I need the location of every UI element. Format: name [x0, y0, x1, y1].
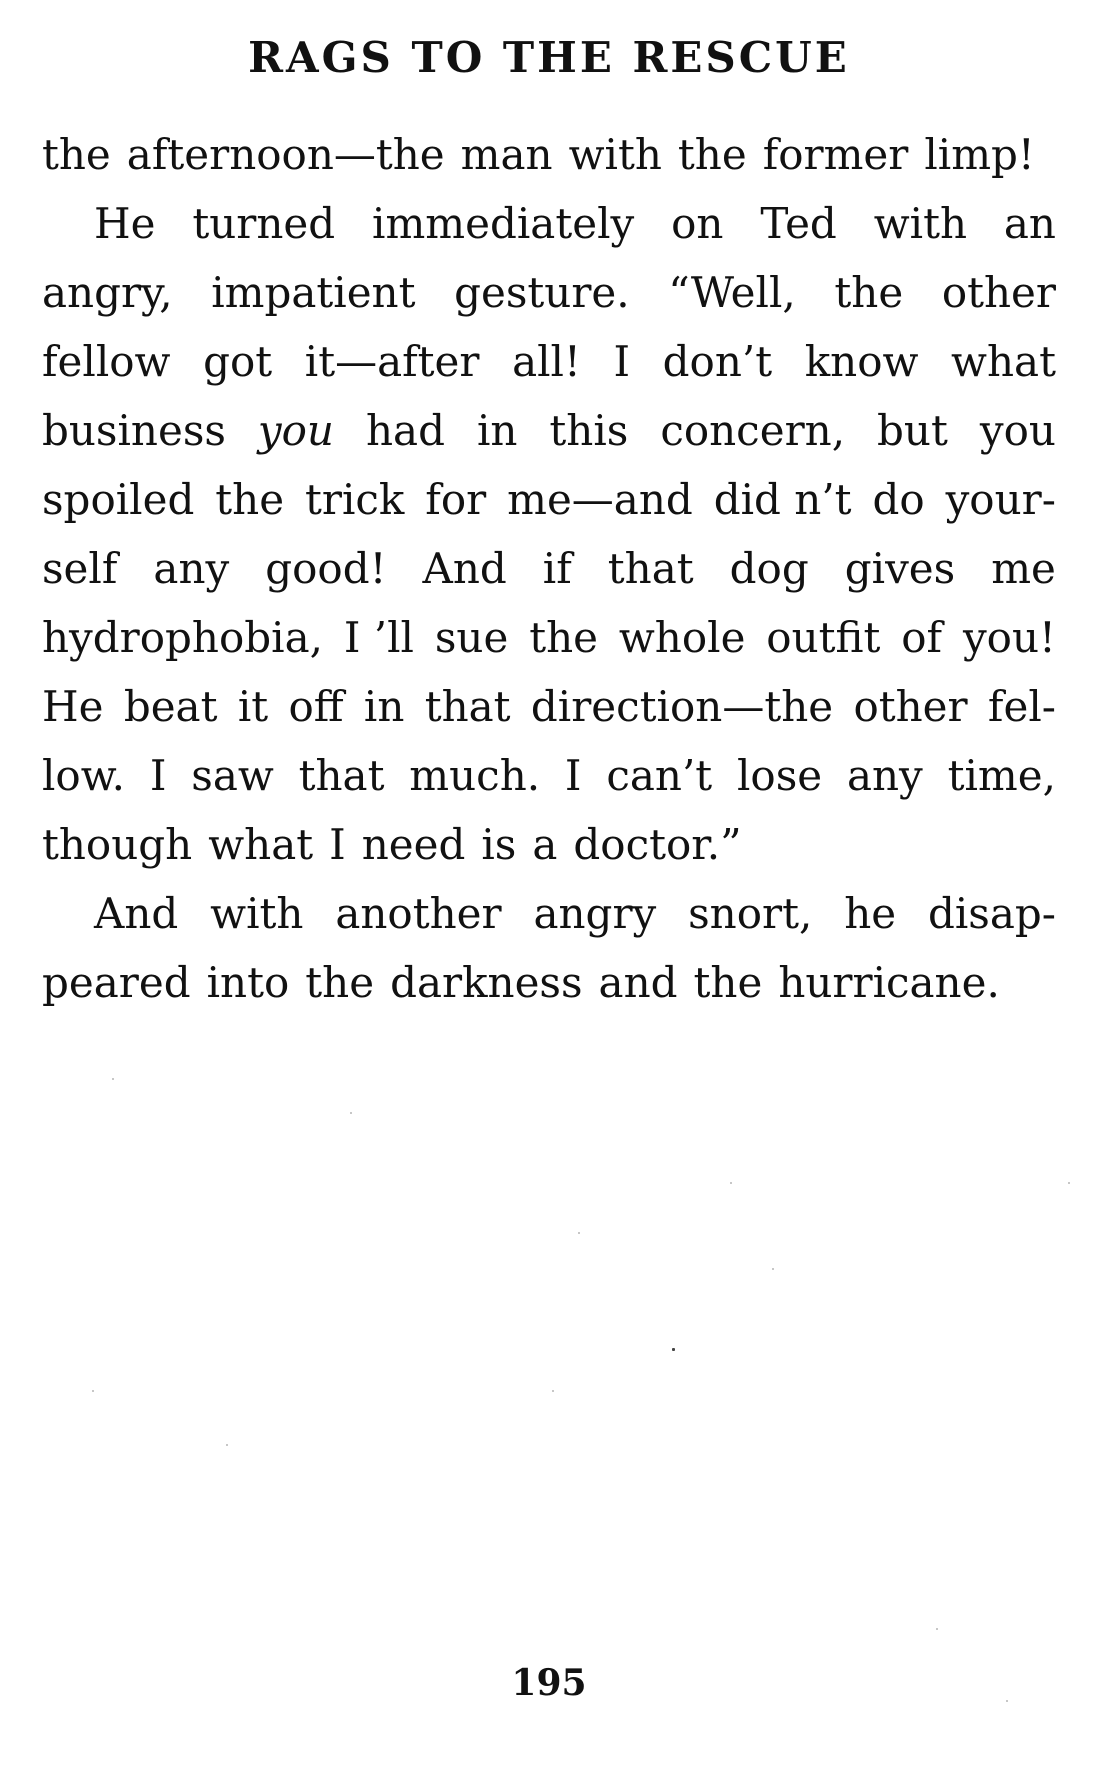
- word: the: [305, 958, 375, 1007]
- word: direction—the: [530, 682, 834, 731]
- word: if: [542, 544, 572, 593]
- word: hydrophobia,: [42, 613, 323, 662]
- text-line: [42, 258, 1056, 327]
- word: saw: [191, 751, 274, 800]
- word: an: [1003, 199, 1056, 248]
- word: fellow: [42, 337, 171, 386]
- word: the: [529, 613, 598, 662]
- word: gives: [844, 544, 956, 593]
- word: your-: [945, 475, 1056, 524]
- word: in: [476, 406, 518, 455]
- text-line: [42, 672, 1056, 741]
- word: it—after: [304, 337, 480, 386]
- word: do: [872, 475, 925, 524]
- word: you: [979, 406, 1056, 455]
- word: need: [361, 820, 466, 869]
- word: all!: [512, 337, 581, 386]
- word: the: [834, 268, 904, 317]
- text-line: [42, 810, 1056, 879]
- word: me—and: [507, 475, 693, 524]
- word: turned: [192, 199, 336, 248]
- word: this: [549, 406, 629, 455]
- word: fel-: [987, 682, 1056, 731]
- word: spoiled: [42, 475, 195, 524]
- word: darkness: [390, 958, 583, 1007]
- word: angry,: [42, 268, 173, 317]
- word: is: [481, 820, 517, 869]
- word: other: [941, 268, 1056, 317]
- word: did n’t: [713, 475, 852, 524]
- body-text: [42, 120, 1056, 1017]
- word: with: [873, 199, 968, 248]
- word: you: [257, 406, 334, 455]
- word: And: [422, 544, 507, 593]
- word: that: [298, 751, 385, 800]
- text-line: [42, 879, 1056, 948]
- word: man: [460, 130, 553, 179]
- word: I: [149, 751, 167, 800]
- word: for: [425, 475, 487, 524]
- word: of: [901, 613, 943, 662]
- word: impatient: [211, 268, 416, 317]
- word: other: [853, 682, 968, 731]
- running-head: RAGS TO THE RESCUE: [248, 33, 850, 82]
- word: the: [693, 958, 763, 1007]
- word: lose: [736, 751, 823, 800]
- word: know: [804, 337, 919, 386]
- word: I: [329, 820, 346, 869]
- word: you!: [962, 613, 1056, 662]
- word: He: [42, 682, 104, 731]
- word: with: [210, 889, 304, 938]
- word: And: [94, 889, 179, 938]
- word: good!: [265, 544, 387, 593]
- word: time,: [947, 751, 1056, 800]
- word: former: [762, 130, 909, 179]
- text-line: [42, 948, 1056, 1017]
- word: Ted: [760, 199, 837, 248]
- word: sue: [434, 613, 509, 662]
- word: don’t: [662, 337, 773, 386]
- word: whole: [618, 613, 746, 662]
- word: business: [42, 406, 226, 455]
- word: got: [203, 337, 273, 386]
- text-line: [42, 189, 1056, 258]
- word: I: [613, 337, 631, 386]
- word: low.: [42, 751, 126, 800]
- text-line: [42, 603, 1056, 672]
- word: snort,: [688, 889, 813, 938]
- word: dog: [729, 544, 809, 593]
- word: immediately: [372, 199, 635, 248]
- word: though: [42, 820, 193, 869]
- word: with: [568, 130, 662, 179]
- word: in: [363, 682, 405, 731]
- word: had: [365, 406, 445, 455]
- word: a: [532, 820, 558, 869]
- text-line: [42, 534, 1056, 603]
- word: that: [424, 682, 511, 731]
- word: doctor.”: [573, 820, 742, 869]
- word: disap-: [927, 889, 1056, 938]
- word: the: [215, 475, 285, 524]
- word: trick: [304, 475, 405, 524]
- text-line: [42, 741, 1056, 810]
- word: into: [206, 958, 290, 1007]
- word: I: [564, 751, 582, 800]
- word: He: [94, 199, 156, 248]
- word: concern,: [660, 406, 846, 455]
- text-line: [42, 396, 1056, 465]
- word: peared: [42, 958, 191, 1007]
- word: he: [844, 889, 897, 938]
- word: hurricane.: [778, 958, 1000, 1007]
- word: angry: [533, 889, 657, 938]
- word: outfit: [766, 613, 881, 662]
- text-line: [42, 465, 1056, 534]
- word: and: [598, 958, 678, 1007]
- word: that: [607, 544, 694, 593]
- word: me: [991, 544, 1056, 593]
- word: beat: [123, 682, 218, 731]
- word: can’t: [606, 751, 713, 800]
- word: what: [951, 337, 1056, 386]
- word: it: [237, 682, 269, 731]
- word: but: [877, 406, 948, 455]
- word: afternoon—the: [126, 130, 445, 179]
- word: self: [42, 544, 118, 593]
- word: limp!: [924, 130, 1035, 179]
- word: what: [208, 820, 314, 869]
- word: off: [288, 682, 344, 731]
- word: any: [846, 751, 923, 800]
- word: gesture.: [454, 268, 630, 317]
- word: “Well,: [668, 268, 796, 317]
- text-line: [42, 327, 1056, 396]
- word: any: [153, 544, 230, 593]
- word: the: [677, 130, 747, 179]
- word: the: [42, 130, 111, 179]
- word: much.: [409, 751, 541, 800]
- word: another: [335, 889, 502, 938]
- word: on: [671, 199, 724, 248]
- page-number: 195: [511, 1662, 587, 1704]
- text-line: [42, 120, 1056, 189]
- word: I ’ll: [343, 613, 414, 662]
